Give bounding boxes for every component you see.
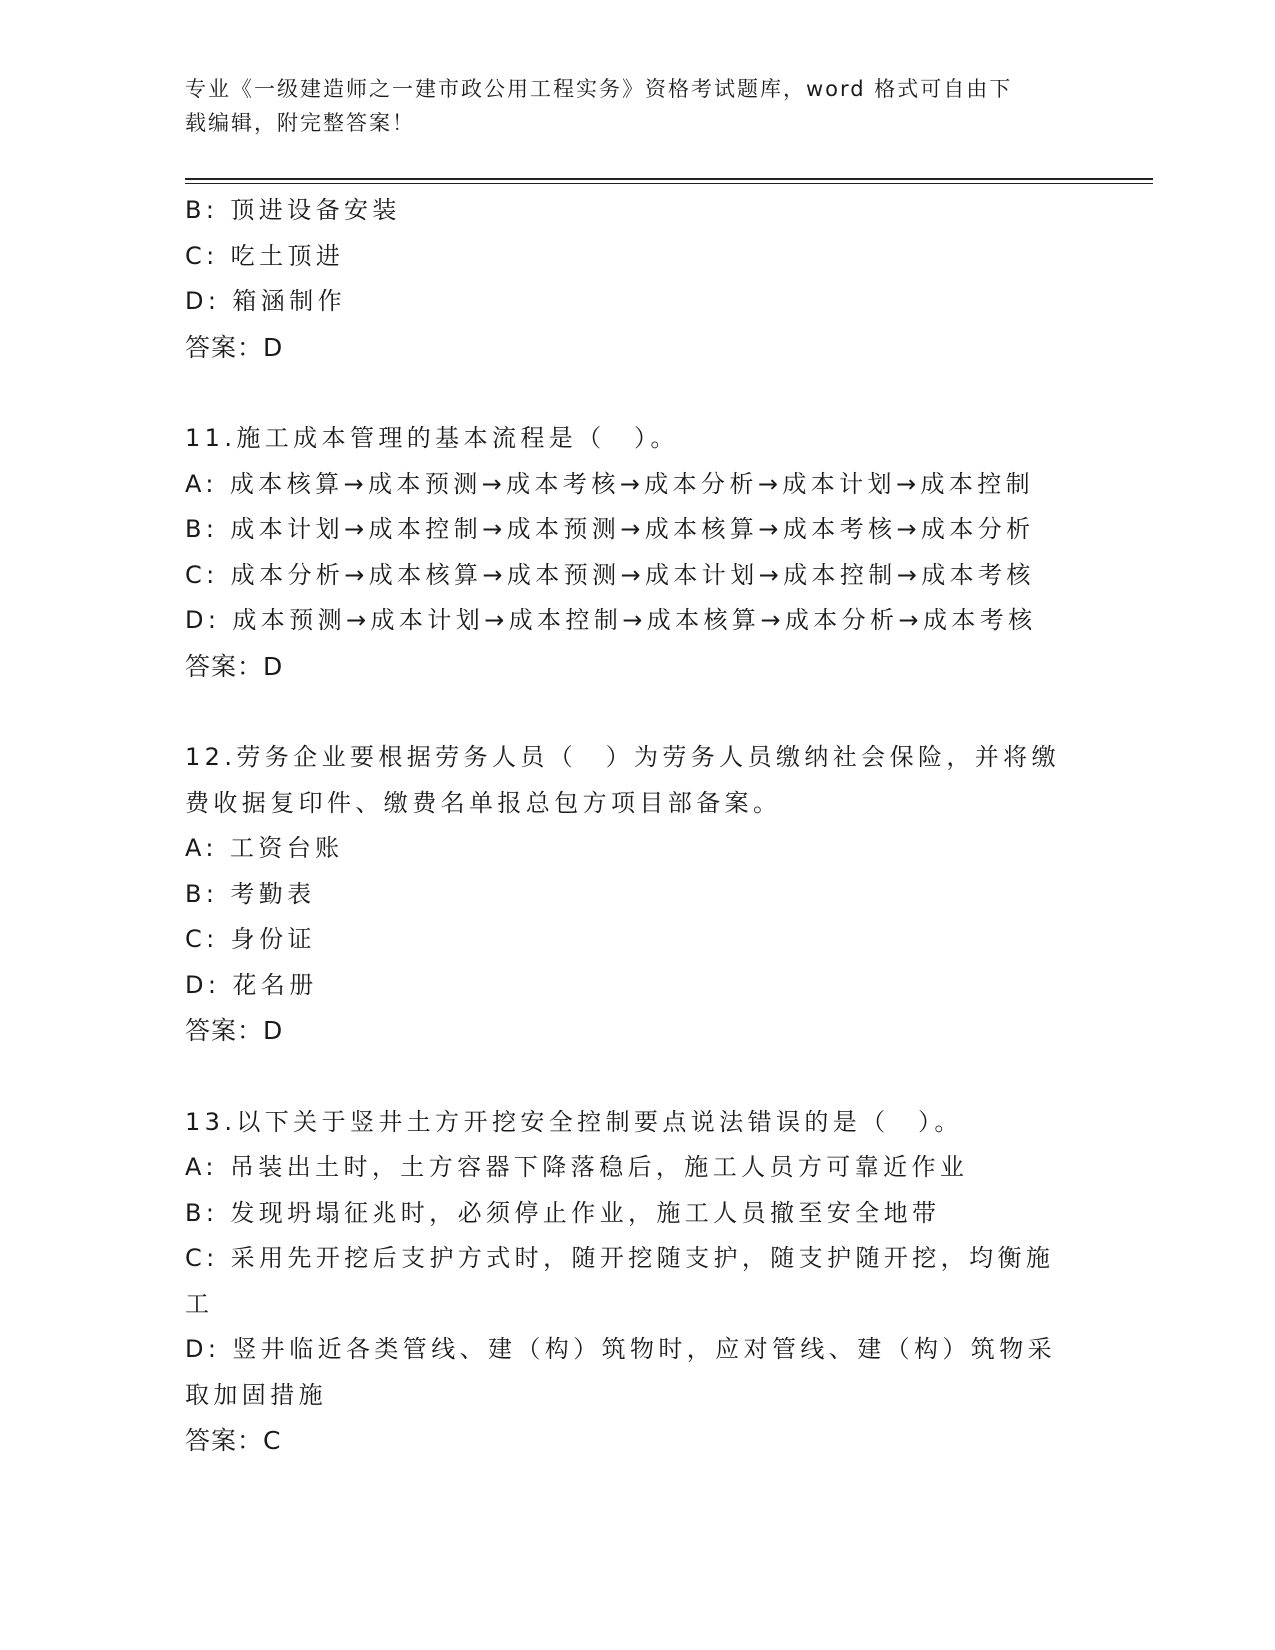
question-stem-line-2: 费收据复印件、缴费名单报总包方项目部备案。 bbox=[185, 788, 782, 817]
option-d: D: 箱涵制作 bbox=[185, 287, 346, 315]
option-d: D: 花名册 bbox=[185, 970, 318, 999]
answer: 答案：D bbox=[185, 651, 284, 681]
spacer bbox=[185, 1054, 1090, 1100]
answer: 答案：C bbox=[185, 1426, 282, 1455]
answer: 答案：D bbox=[185, 332, 284, 362]
option-b: B: 成本计划→成本控制→成本预测→成本核算→成本考核→成本分析 bbox=[185, 515, 1035, 543]
option-a: A: 成本核算→成本预测→成本考核→成本分析→成本计划→成本控制 bbox=[185, 469, 1035, 498]
option-b: B: 考勤表 bbox=[185, 879, 316, 908]
question-11 bbox=[185, 416, 1090, 689]
question-stem-line-1: 12.劳务企业要根据劳务人员（ ）为劳务人员缴纳社会保险，并将缴 bbox=[185, 743, 1060, 771]
option-d: D: 成本预测→成本计划→成本控制→成本核算→成本分析→成本考核 bbox=[185, 606, 1037, 634]
spacer bbox=[185, 689, 1090, 735]
document-header bbox=[185, 72, 1090, 140]
question-10 bbox=[185, 188, 1090, 370]
question-13 bbox=[185, 1100, 1090, 1464]
option-c-line-2: 工 bbox=[185, 1289, 214, 1318]
option-a: A: 吊装出土时，土方容器下降落稳后，施工人员方可靠近作业 bbox=[185, 1153, 969, 1181]
option-a: A: 工资台账 bbox=[185, 834, 344, 862]
option-c: C: 吃土顶进 bbox=[185, 241, 345, 270]
option-b: B: 发现坍塌征兆时，必须停止作业，施工人员撤至安全地带 bbox=[185, 1198, 941, 1227]
header-line-1: 专业《一级建造师之一建市政公用工程实务》资格考试题库，word 格式可自由下 bbox=[185, 77, 1013, 101]
question-content bbox=[185, 188, 1090, 1464]
option-d-line-1: D: 竖井临近各类管线、建（构）筑物时，应对管线、建（构）筑物采 bbox=[185, 1335, 1056, 1363]
header-divider-thick bbox=[185, 178, 1153, 180]
answer: 答案：D bbox=[185, 1016, 284, 1045]
header-line-2: 载编辑，附完整答案！ bbox=[185, 111, 415, 135]
question-stem: 11.施工成本管理的基本流程是（ ）。 bbox=[185, 424, 679, 452]
question-12 bbox=[185, 735, 1090, 1054]
option-c: C: 成本分析→成本核算→成本预测→成本计划→成本控制→成本考核 bbox=[185, 560, 1035, 589]
spacer bbox=[185, 370, 1090, 416]
option-b: B: 顶进设备安装 bbox=[185, 196, 401, 224]
header-divider-thin bbox=[185, 183, 1153, 184]
question-stem: 13.以下关于竖井土方开挖安全控制要点说法错误的是（ ）。 bbox=[185, 1107, 963, 1136]
option-c: C: 身份证 bbox=[185, 925, 316, 953]
option-d-line-2: 取加固措施 bbox=[185, 1380, 327, 1409]
option-c-line-1: C: 采用先开挖后支护方式时，随开挖随支护，随支护随开挖，均衡施 bbox=[185, 1244, 1055, 1272]
